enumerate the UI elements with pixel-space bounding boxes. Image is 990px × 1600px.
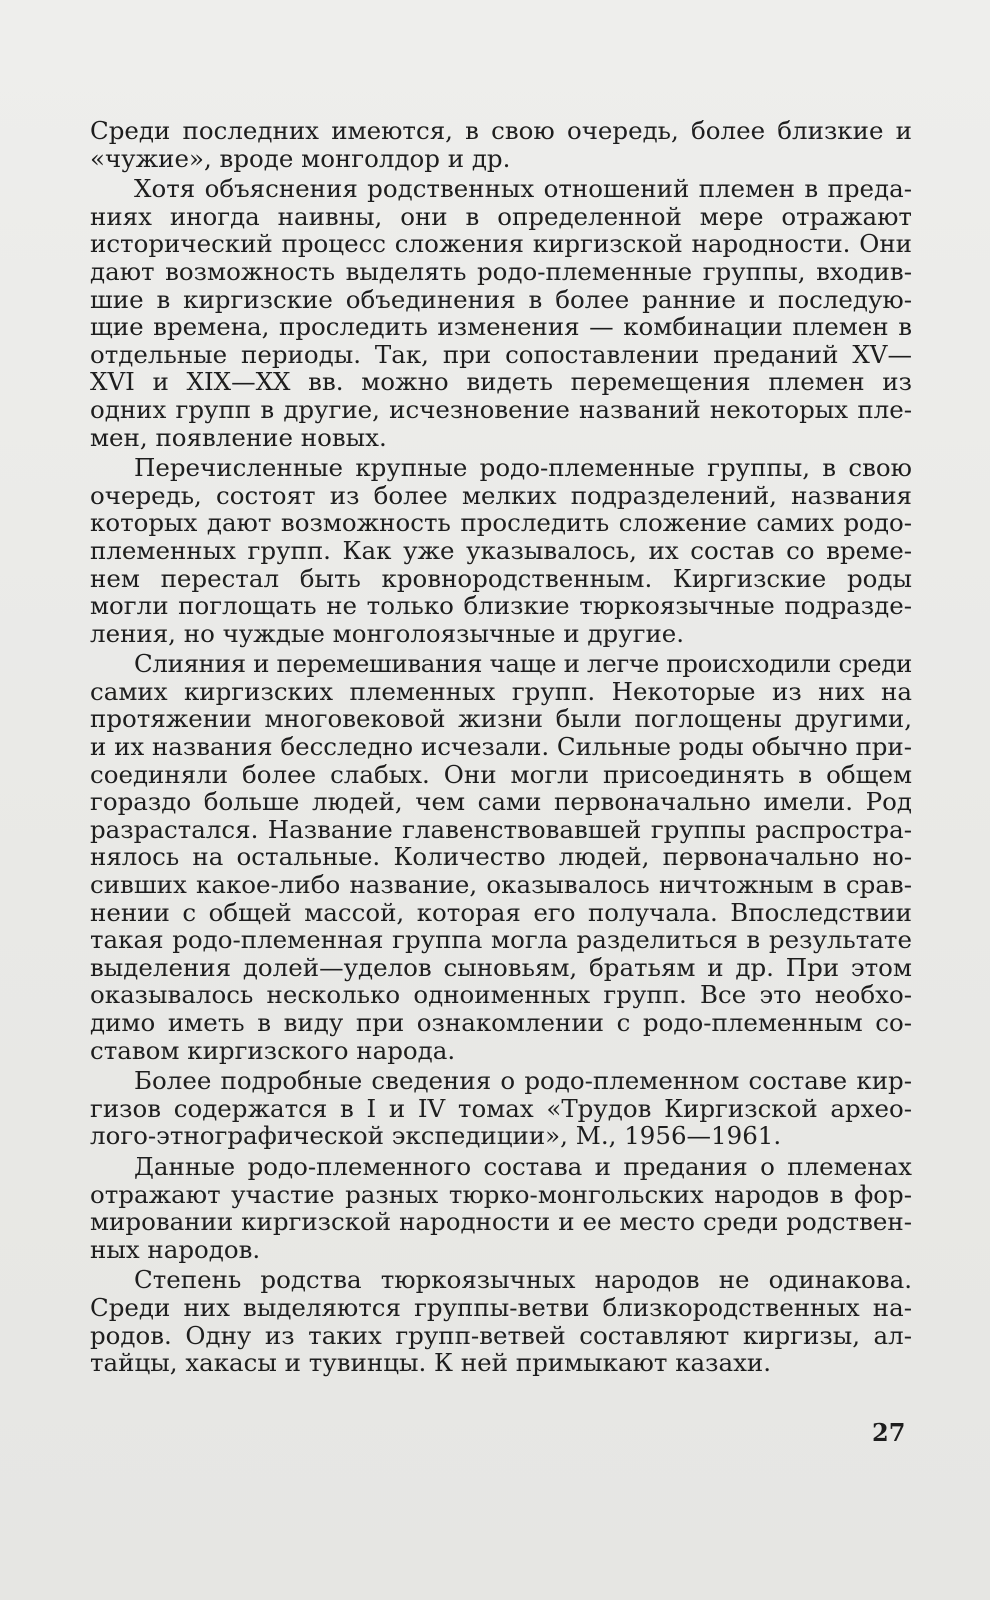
text-line: Степень родства тюркоязычных народов не одинакова. (134, 1265, 912, 1295)
text-line: мировании киргизской народности и ее место среди родствен- (90, 1207, 912, 1237)
text-line: которых дают возможность проследить сложение самих родо- (90, 508, 912, 538)
text-line: Среди них выделяются группы-ветви близкородственных на- (90, 1292, 912, 1322)
paragraph (90, 1153, 912, 1263)
text-line: нялось на остальные. Количество людей, первоначально но- (90, 842, 912, 872)
text-line: нем перестал быть кровнородственным. Киргизские роды (90, 563, 912, 593)
text-line: отражают участие разных тюрко-монгольских народов в фор- (90, 1179, 912, 1209)
text-line: шие в киргизские объединения в более ранние и последую- (90, 284, 912, 314)
text-line: «чужие», вроде монголдор и др. (90, 143, 511, 173)
text-line: Данные родо-племенного состава и предания о племенах (134, 1151, 912, 1181)
text-line: ниях иногда наивны, они в определенной мере отражают (90, 201, 912, 231)
text-line: могли поглощать не только близкие тюркоязычные подразде- (90, 591, 912, 621)
text-line: родов. Одну из таких групп-ветвей составляют киргизы, ал- (90, 1320, 912, 1350)
paragraph (90, 454, 912, 647)
text-line: племенных групп. Как уже указывалось, их состав со време- (90, 535, 912, 565)
text-line: очередь, состоят из более мелких подразделений, названия (90, 480, 912, 510)
text-line: отдельные периоды. Так, при сопоставлении преданий XV— (90, 339, 912, 369)
text-line: тайцы, хакасы и тувинцы. К ней примыкают казахи. (90, 1348, 772, 1378)
text-line: оказывалось несколько одноименных групп. Все это необхо- (90, 980, 912, 1010)
text-line: разрастался. Название главенствовавшей группы распростра- (90, 814, 912, 844)
text-line: и их названия бесследно исчезали. Сильные роды обычно при- (90, 732, 912, 762)
text-line: нении с общей массой, которая его получала. Впоследствии (90, 897, 912, 927)
text-line: гизов содержатся в I и IV томах «Трудов Киргизской архео- (90, 1093, 912, 1123)
text-line: XVI и XIX—XX вв. можно видеть перемещения племен из (90, 367, 912, 397)
page-number: 27 (872, 1418, 906, 1447)
paragraph (90, 117, 912, 172)
text-line: Среди последних имеются, в свою очередь, более близкие и (90, 116, 912, 145)
text-line: соединяли более слабых. Они могли присоединять в общем (90, 759, 912, 789)
body-text (90, 117, 912, 1380)
text-line: одних групп в другие, исчезновение названий некоторых пле- (90, 394, 912, 424)
text-line: Хотя объяснения родственных отношений племен в преда- (134, 174, 912, 204)
text-line: Перечисленные крупные родо-племенные группы, в свою (134, 453, 912, 483)
paragraph (90, 650, 912, 1064)
text-line: димо иметь в виду при ознакомлении с родо-племенным со- (90, 1008, 912, 1037)
paragraph (90, 175, 912, 451)
text-line: мен, появление новых. (90, 422, 387, 452)
text-line: щие времена, проследить изменения — комбинации племен в (90, 312, 912, 342)
paragraph (90, 1266, 912, 1376)
text-line: дают возможность выделять родо-племенные группы, входив- (90, 256, 912, 286)
text-line: самих киргизских племенных групп. Некоторые из них на (90, 676, 912, 706)
text-line: Слияния и перемешивания чаще и легче происходили среди (134, 649, 912, 679)
paragraph (90, 1067, 912, 1150)
text-line: ления, но чуждые монголоязычные и другие. (90, 618, 685, 648)
text-line: протяжении многовековой жизни были поглощены другими, (90, 704, 912, 734)
text-line: сивших какое-либо название, оказывалось ничтожным в срав- (90, 870, 912, 900)
text-line: ставом киргизского народа. (90, 1035, 456, 1065)
text-line: исторический процесс сложения киргизской народности. Они (90, 229, 912, 259)
text-line: ных народов. (90, 1234, 261, 1264)
text-line: лого-этнографической экспедиции», М., 1956—1961. (90, 1121, 782, 1151)
text-line: Более подробные сведения о родо-племенном составе кир- (134, 1066, 912, 1096)
text-line: выделения долей—уделов сыновьям, братьям и др. При этом (90, 952, 912, 982)
text-line: гораздо больше людей, чем сами первоначально имели. Род (90, 787, 912, 817)
text-line: такая родо-племенная группа могла разделиться в результате (90, 925, 912, 955)
